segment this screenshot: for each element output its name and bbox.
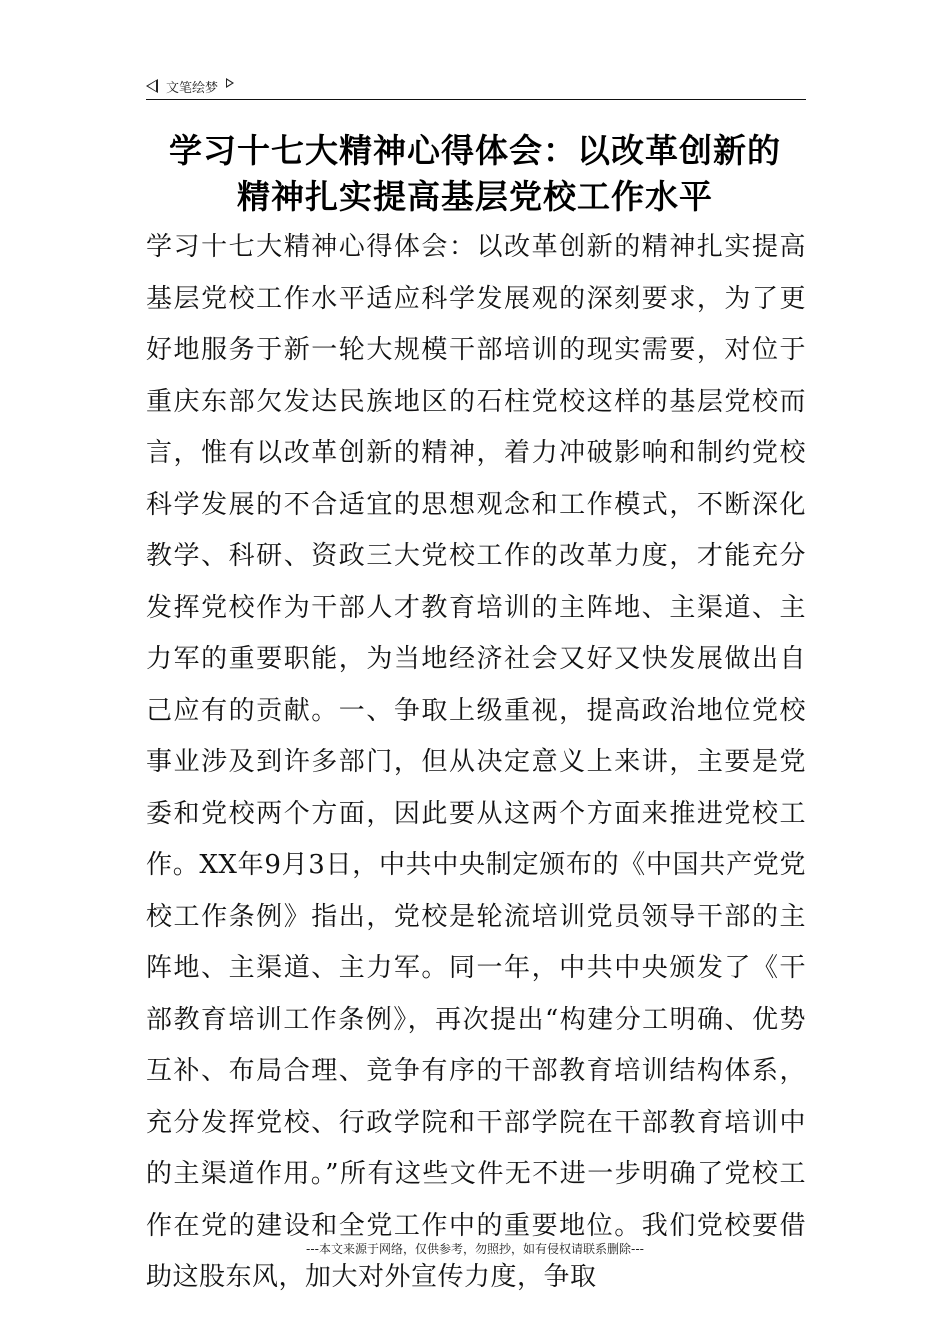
document-title [120, 128, 830, 220]
triangle-left-icon [146, 79, 158, 93]
title-line-2: 精神扎实提高基层党校工作水平 [237, 177, 713, 216]
page-header [146, 74, 806, 98]
document-body: 学习十七大精神心得体会：以改革创新的精神扎实提高基层党校工作水平适应科学发展观的深刻要求，为了更好地服务于新一轮大规模干部培训的现实需要，对位于重庆东部欠发达民族地区的石柱党校这样的基层党校而言，惟有以改革创新的精神，着力冲破影响和制约党校科学发展的不合适宜的思想观念和工作模式，不断深化教学、科研、资政三大党校工作的改革力度，才能充分发挥党校作为干部人才教育培训的主阵地、主渠道、主力军的重要职能，为当地经济社会又好又快发展做出自己应有的贡献。一、争取上级重视，提高政治地位党校事业涉及到许多部门，但从决定意义上来讲，主要是党委和党校两个方面，因此要从这两个方面来推进党校工作。XX年9月3日，中共中央制定颁布的《中国共产党党校工作条例》指出，党校是轮流培训党员领导干部的主阵地、主渠道、主力军。同一年，中共中央颁发了《干部教育培训工作条例》，再次提出“构建分工明确、优势互补、布局合理、竞争有序的干部教育培训结构体系，充分发挥党校、行政学院和干部学院在干部教育培训中的主渠道作用。”所有这些文件无不进一步明确了党校工作在党的建设和全党工作中的重要地位。我们党校要借助这股东风，加大对外宣传力度，争取 [146, 232, 806, 1292]
footer-notice: ---本文来源于网络，仅供参考，勿照抄，如有侵权请联系删除--- [306, 1242, 644, 1256]
title-line-1: 学习十七大精神心得体会：以改革创新的 [169, 131, 781, 170]
header-divider [146, 99, 806, 100]
triangle-right-icon [226, 78, 234, 88]
header-brand: 文笔绘梦 [166, 80, 219, 96]
